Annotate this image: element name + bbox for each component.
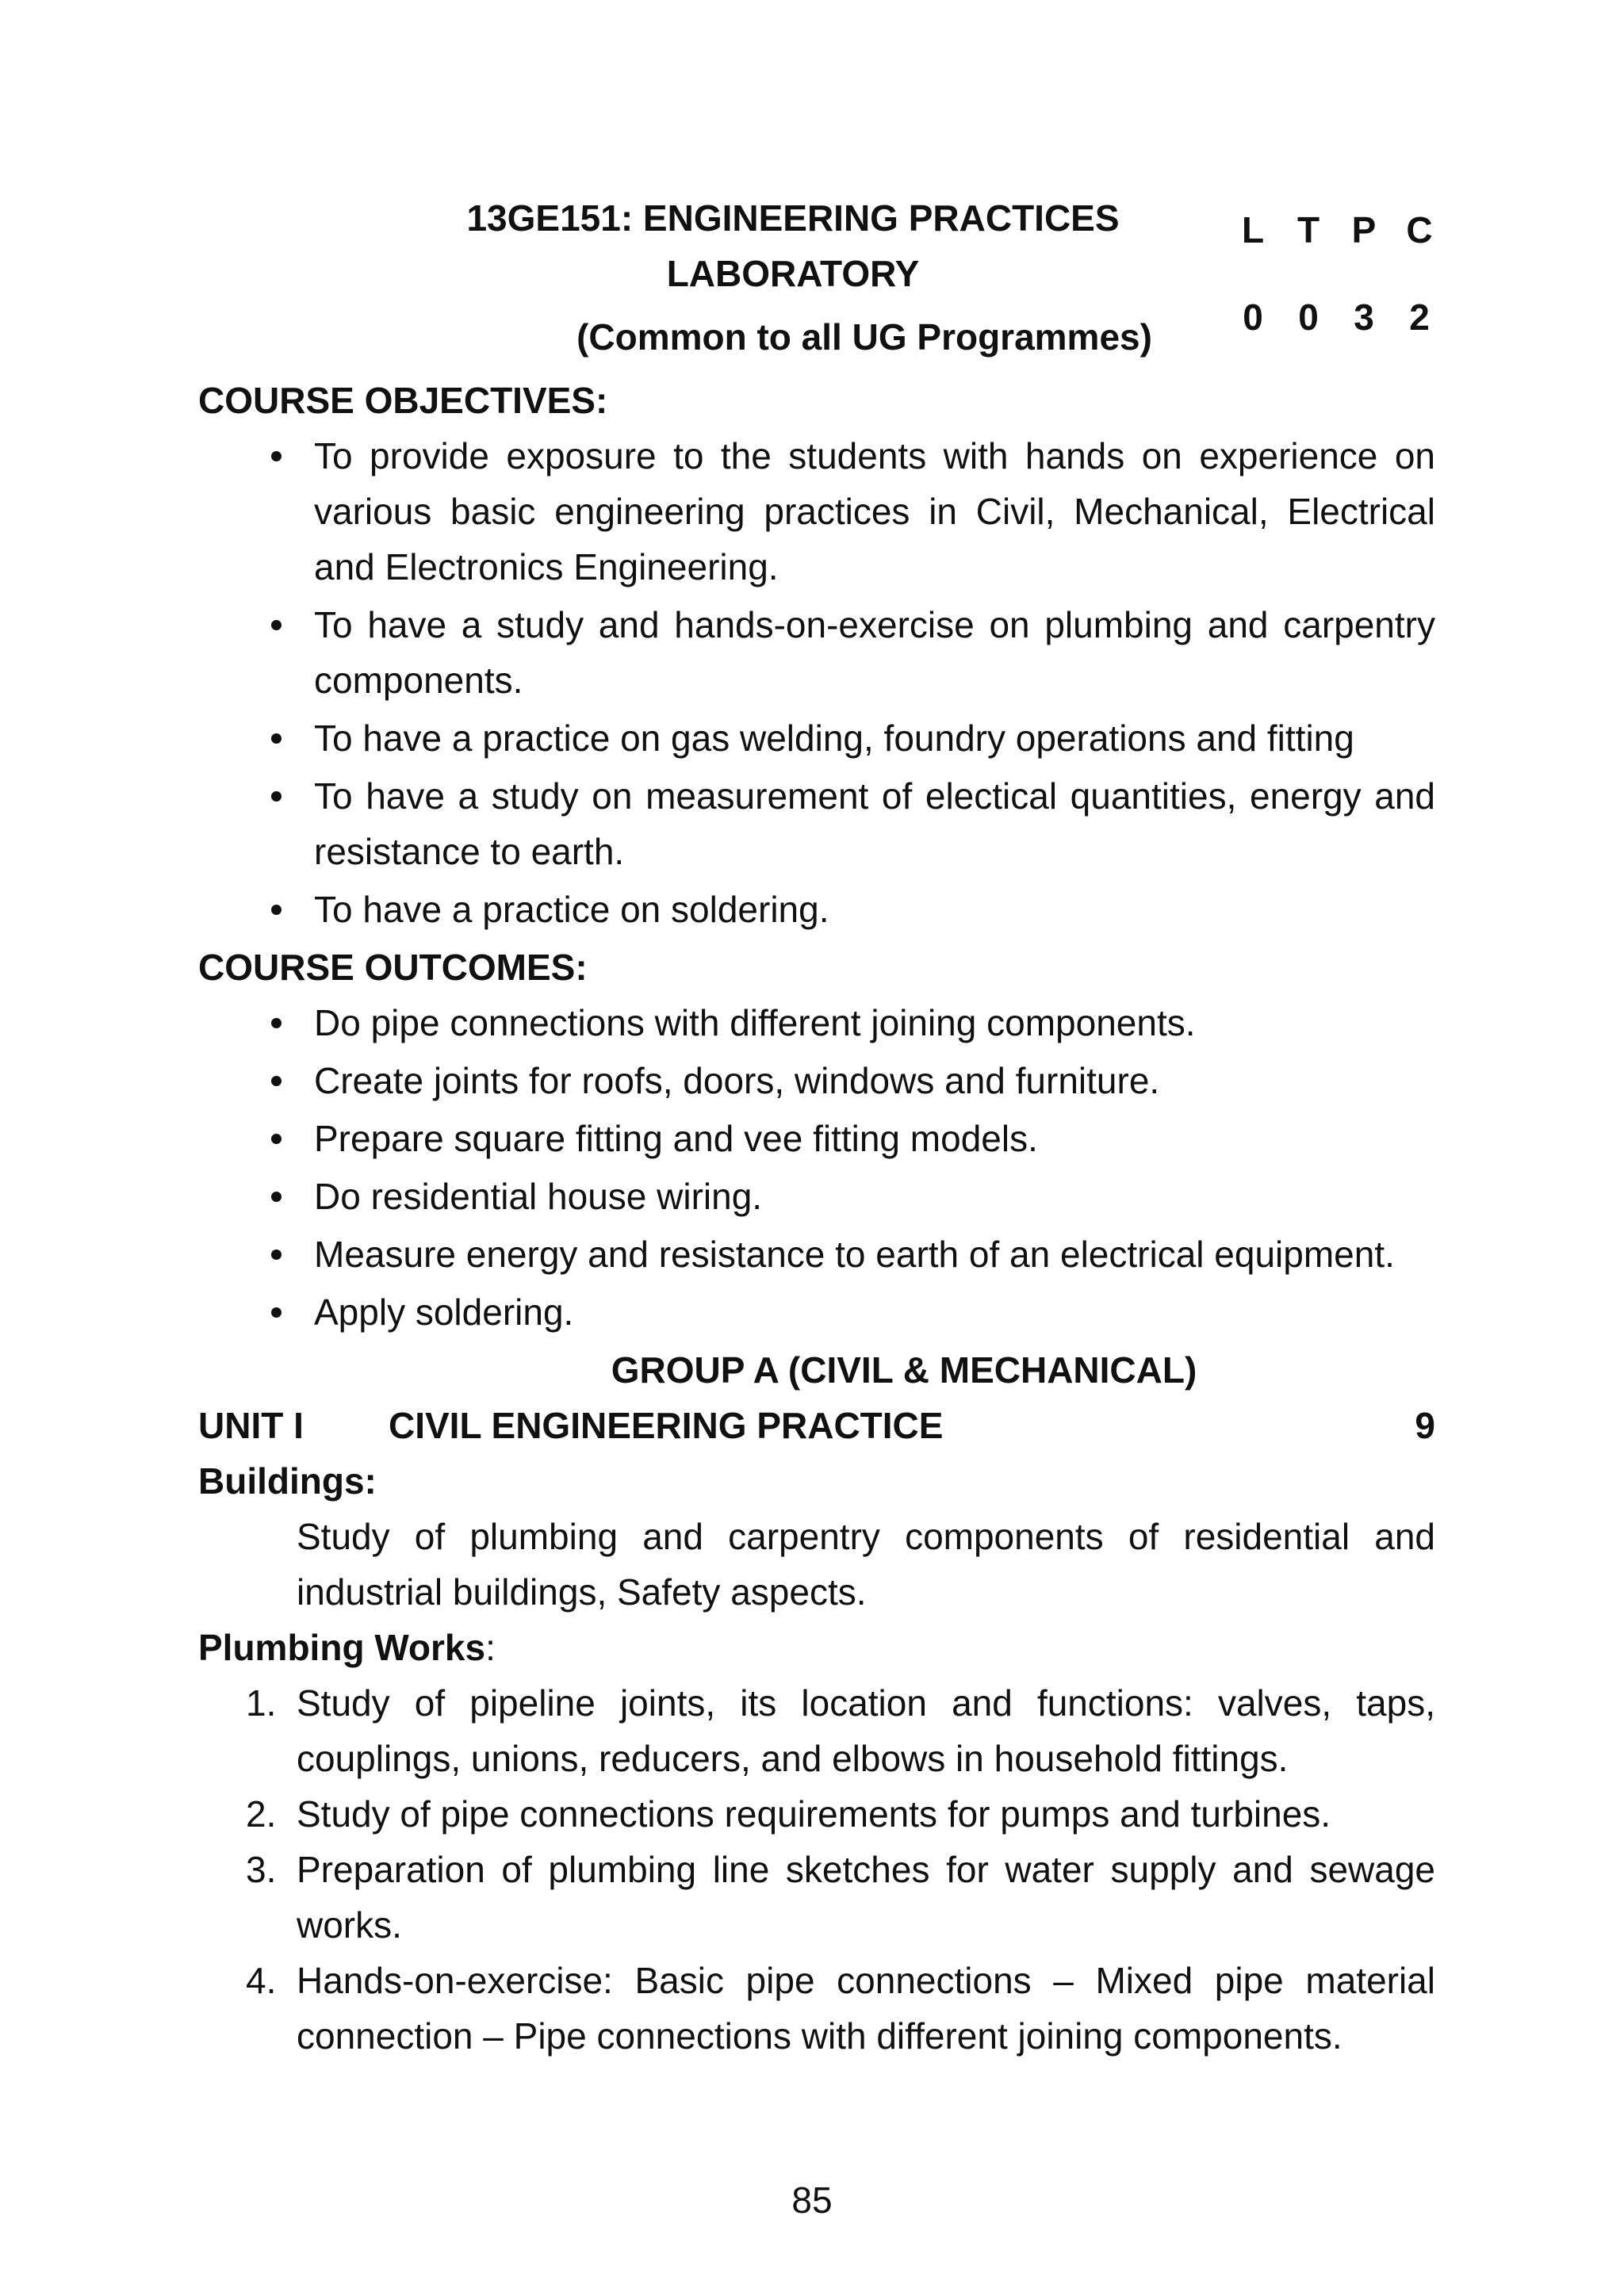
list-item bbox=[198, 995, 1435, 1050]
list-item bbox=[198, 1053, 1435, 1108]
objective-text: To provide exposure to the students with hands on experience on various basic engineering practices in Civil, Mechanical, Electrical and Electronics Engineering. bbox=[314, 435, 1435, 587]
plumbing-item-text: Study of pipe connections requirements for pumps and turbines. bbox=[297, 1793, 1331, 1835]
ltpc-labels bbox=[1237, 202, 1435, 258]
list-item bbox=[198, 1226, 1435, 1282]
objective-text: To have a study and hands-on-exercise on plumbing and carpentry components. bbox=[314, 604, 1435, 701]
course-title bbox=[396, 190, 1189, 301]
course-header bbox=[198, 190, 1435, 373]
bullet-icon bbox=[271, 905, 282, 915]
bullet-icon bbox=[271, 1249, 282, 1260]
ltpc-label-l: L bbox=[1241, 209, 1265, 251]
outcomes-list bbox=[198, 995, 1435, 1340]
outcome-text: Apply soldering. bbox=[314, 1292, 574, 1333]
ltpc-label-p: P bbox=[1351, 209, 1377, 251]
plumbing-item-text: Hands-on-exercise: Basic pipe connections – Mixed pipe material connection – Pipe connections with different joining components. bbox=[297, 1960, 1435, 2057]
bullet-icon bbox=[271, 733, 282, 744]
plumbing-item-text: Preparation of plumbing line sketches for water supply and sewage works. bbox=[297, 1849, 1435, 1946]
page-number: 85 bbox=[791, 2179, 833, 2221]
list-item bbox=[198, 1953, 1435, 2064]
list-item bbox=[198, 1786, 1435, 1842]
list-item bbox=[198, 768, 1435, 879]
ltpc-value-t: 0 bbox=[1298, 297, 1319, 338]
list-item bbox=[198, 428, 1435, 595]
objective-text: To have a study on measurement of electical quantities, energy and resistance to earth. bbox=[314, 775, 1435, 872]
objective-text: To have a practice on gas welding, foundry operations and fitting bbox=[314, 718, 1354, 759]
list-item bbox=[198, 882, 1435, 937]
list-item bbox=[198, 1842, 1435, 1953]
bullet-icon bbox=[271, 1192, 282, 1202]
course-subtitle: (Common to all UG Programmes) bbox=[576, 316, 1152, 358]
list-item bbox=[198, 597, 1435, 708]
bullet-icon bbox=[271, 1076, 282, 1086]
item-number: 1. bbox=[246, 1682, 277, 1724]
plumbing-heading-colon: : bbox=[485, 1627, 496, 1668]
outcomes-heading: COURSE OUTCOMES: bbox=[198, 947, 588, 988]
bullet-icon bbox=[271, 1307, 282, 1318]
objectives-list bbox=[198, 428, 1435, 937]
group-heading: GROUP A (CIVIL & MECHANICAL) bbox=[611, 1349, 1197, 1391]
plumbing-heading bbox=[198, 1620, 1435, 1675]
bullet-icon bbox=[271, 791, 282, 802]
list-item bbox=[198, 1284, 1435, 1340]
list-item bbox=[198, 1169, 1435, 1224]
bullet-icon bbox=[271, 620, 282, 630]
ltpc-table bbox=[1237, 202, 1435, 345]
outcome-text: Prepare square fitting and vee fitting models. bbox=[314, 1118, 1038, 1159]
unit-heading bbox=[198, 1398, 1435, 1453]
unit-title: CIVIL ENGINEERING PRACTICE bbox=[389, 1405, 944, 1446]
ltpc-label-t: T bbox=[1297, 209, 1320, 251]
objectives-heading: COURSE OBJECTIVES: bbox=[198, 380, 608, 421]
course-title-line-2: LABORATORY bbox=[666, 253, 920, 294]
list-item bbox=[198, 710, 1435, 766]
ltpc-values bbox=[1237, 289, 1435, 345]
plumbing-item-text: Study of pipeline joints, its location and functions: valves, taps, couplings, unions, reducers, and elbows in household fittings. bbox=[297, 1682, 1435, 1779]
bullet-icon bbox=[271, 451, 282, 461]
list-item bbox=[198, 1675, 1435, 1786]
outcome-text: Do residential house wiring. bbox=[314, 1176, 763, 1217]
buildings-heading: Buildings: bbox=[198, 1460, 377, 1502]
outcome-text: Measure energy and resistance to earth of an electrical equipment. bbox=[314, 1234, 1395, 1275]
plumbing-heading-text: Plumbing Works bbox=[198, 1627, 486, 1668]
item-number: 4. bbox=[246, 1960, 277, 2001]
bullet-icon bbox=[271, 1018, 282, 1028]
document-body bbox=[198, 373, 1435, 2064]
item-number: 2. bbox=[246, 1793, 277, 1835]
outcome-text: Do pipe connections with different joining components. bbox=[314, 1002, 1196, 1043]
ltpc-value-c: 2 bbox=[1409, 297, 1430, 338]
plumbing-list bbox=[198, 1675, 1435, 2064]
list-item bbox=[198, 1111, 1435, 1166]
ltpc-label-c: C bbox=[1406, 209, 1433, 251]
outcome-text: Create joints for roofs, doors, windows and furniture. bbox=[314, 1060, 1160, 1101]
bullet-icon bbox=[271, 1134, 282, 1144]
objective-text: To have a practice on soldering. bbox=[314, 889, 829, 930]
course-title-line-1: 13GE151: ENGINEERING PRACTICES bbox=[466, 197, 1120, 239]
item-number: 3. bbox=[246, 1849, 277, 1890]
ltpc-value-l: 0 bbox=[1243, 297, 1263, 338]
unit-label: UNIT I bbox=[198, 1405, 304, 1446]
buildings-text: Study of plumbing and carpentry components of residential and industrial buildings, Safety aspects. bbox=[297, 1516, 1435, 1613]
unit-hours: 9 bbox=[1415, 1405, 1435, 1446]
ltpc-value-p: 3 bbox=[1354, 297, 1374, 338]
